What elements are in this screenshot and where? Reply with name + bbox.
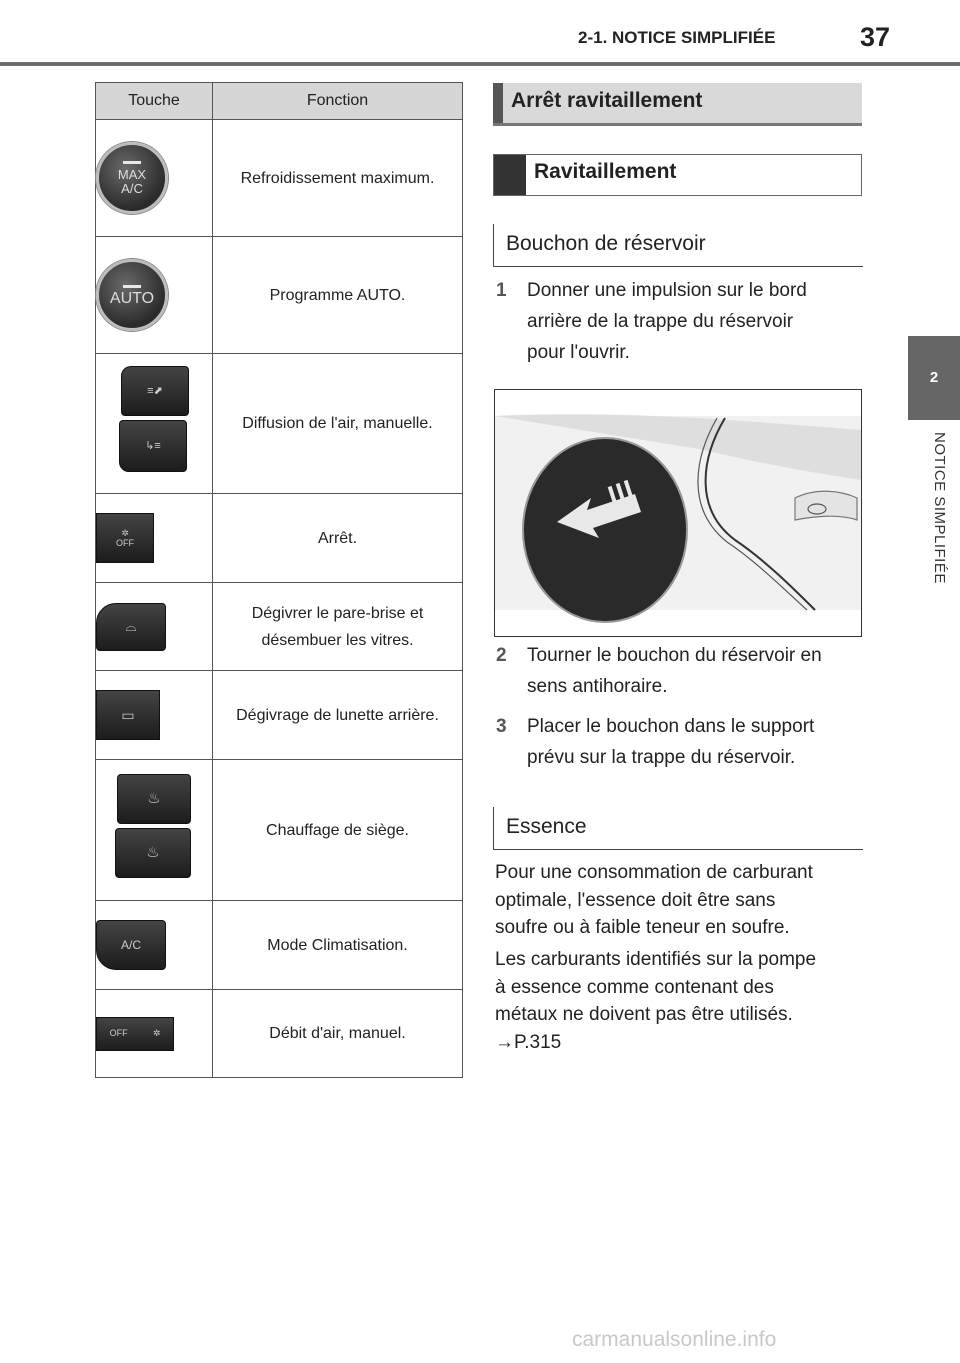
paragraph-consommation: Pour une consommation de carburant optimale, l'essence doit être sans soufre ou à faible teneur en soufre. bbox=[495, 862, 813, 938]
controls-table bbox=[95, 82, 463, 1078]
rear-defrost-button-icon: ▭ bbox=[96, 690, 160, 740]
chapter-label: NOTICE SIMPLIFIÉE bbox=[931, 432, 948, 584]
subheading-essence: Essence bbox=[493, 807, 863, 850]
function-cell: Mode Climatisation. bbox=[213, 901, 463, 990]
table-row bbox=[96, 354, 463, 494]
fuel-door-illustration bbox=[494, 389, 862, 637]
subheading-bouchon: Bouchon de réservoir bbox=[493, 224, 863, 267]
step-3: 3 Placer le bouchon dans le support prévu sur la trappe du réservoir. bbox=[496, 716, 815, 768]
step-2: 2 Tourner le bouchon du réservoir en sens antihoraire. bbox=[496, 645, 822, 697]
table-row bbox=[96, 120, 463, 237]
function-cell: Refroidissement maximum. bbox=[213, 120, 463, 237]
table-row bbox=[96, 671, 463, 760]
header-touche: Touche bbox=[96, 83, 213, 120]
max-ac-button-icon: MAX A/C bbox=[96, 142, 168, 214]
table-row bbox=[96, 494, 463, 583]
chapter-tab[interactable]: 2 bbox=[908, 336, 960, 420]
function-cell: Programme AUTO. bbox=[213, 237, 463, 354]
heading-ravitaillement: Ravitaillement bbox=[493, 154, 862, 196]
page-number: 37 bbox=[860, 22, 891, 52]
seat-heating-buttons-icon: ♨ ♨ bbox=[115, 774, 193, 878]
ac-button-icon: A/C bbox=[96, 920, 166, 970]
table-row bbox=[96, 583, 463, 671]
table-row bbox=[96, 990, 463, 1078]
air-distribution-buttons-icon: ≡⬈ ↳≡ bbox=[119, 366, 189, 472]
table-row bbox=[96, 237, 463, 354]
header-fonction: Fonction bbox=[213, 83, 463, 120]
airflow-buttons-icon: OFF ✲ bbox=[96, 1017, 174, 1051]
function-cell: Chauffage de siège. bbox=[213, 760, 463, 901]
function-cell: Diffusion de l'air, manuelle. bbox=[213, 354, 463, 494]
windshield-defrost-button-icon: ⌓ bbox=[96, 603, 166, 651]
paragraph-carburants: Les carburants identifiés sur la pompe à essence comme contenant des métaux ne doivent pas être utilisés. →P.315 bbox=[495, 949, 817, 1053]
table-row bbox=[96, 901, 463, 990]
watermark: carmanualsonline.info bbox=[572, 1328, 777, 1351]
auto-button-icon: AUTO bbox=[96, 259, 168, 331]
function-cell: Dégivrer le pare-brise et désembuer les vitres. bbox=[213, 583, 463, 671]
function-cell: Dégivrage de lunette arrière. bbox=[213, 671, 463, 760]
table-header-row bbox=[96, 83, 463, 120]
step-1: 1 Donner une impulsion sur le bord arrière de la trappe du réservoir pour l'ouvrir. bbox=[496, 280, 807, 363]
table-row bbox=[96, 760, 463, 901]
function-cell: Arrêt. bbox=[213, 494, 463, 583]
section-title: 2-1. NOTICE SIMPLIFIÉE bbox=[578, 28, 776, 47]
function-cell: Débit d'air, manuel. bbox=[213, 990, 463, 1078]
fan-off-button-icon: ✲ OFF bbox=[96, 513, 154, 563]
page-reference-link[interactable]: →P.315 bbox=[495, 1031, 562, 1053]
header-rule bbox=[0, 62, 960, 66]
heading-arret-ravitaillement: Arrêt ravitaillement bbox=[493, 83, 862, 126]
